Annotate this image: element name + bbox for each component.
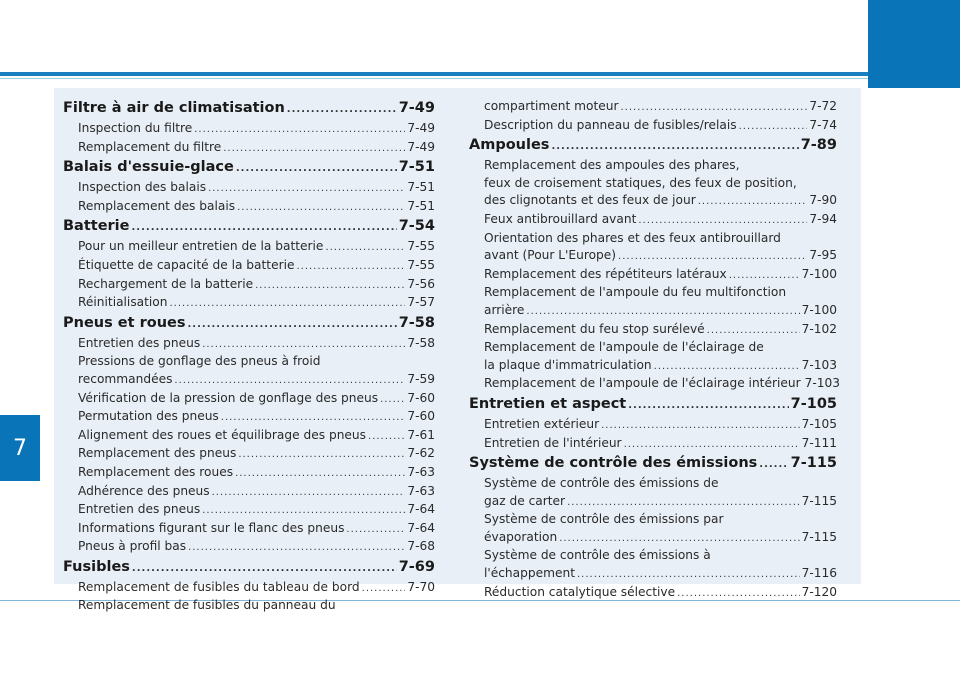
toc-page-number: 7-54 bbox=[398, 218, 435, 235]
toc-page-number: 7-51 bbox=[398, 159, 435, 176]
toc-entry[interactable] bbox=[469, 192, 837, 211]
footer-rule-side bbox=[868, 600, 960, 601]
toc-entry[interactable] bbox=[63, 579, 435, 598]
toc-page-number: 7-72 bbox=[809, 99, 837, 113]
chapter-number: 7 bbox=[13, 435, 27, 461]
toc-page-number: 7-49 bbox=[407, 121, 435, 135]
toc-entry[interactable] bbox=[63, 276, 435, 295]
dot-leader bbox=[296, 258, 405, 276]
toc-entry-label: Remplacement des roues bbox=[78, 464, 234, 479]
dot-leader bbox=[238, 446, 405, 464]
toc-entry-label: Inspection du filtre bbox=[78, 121, 193, 135]
toc-entry-label: Filtre à air de climatisation bbox=[63, 100, 285, 116]
toc-page-number: 7-57 bbox=[407, 295, 435, 310]
toc-page-number: 7-68 bbox=[407, 539, 435, 554]
toc-section-entry[interactable] bbox=[63, 216, 435, 238]
toc-entry[interactable] bbox=[63, 427, 435, 446]
toc-entry-label: l'échappement bbox=[484, 566, 575, 581]
toc-page-number: 7-105 bbox=[790, 395, 837, 412]
dot-leader bbox=[624, 436, 800, 454]
toc-line: Remplacement des ampoules des phares, bbox=[484, 158, 740, 173]
toc-section-entry[interactable] bbox=[63, 98, 435, 120]
toc-entry-label: Entretien de l'intérieur bbox=[484, 435, 622, 450]
corner-tab bbox=[868, 0, 960, 88]
toc-entry-label: Informations figurant sur le flanc des pneus bbox=[78, 520, 345, 535]
toc-entry[interactable] bbox=[469, 247, 837, 266]
dot-leader bbox=[526, 303, 799, 321]
toc-line: Pressions de gonflage des pneus à froid bbox=[78, 354, 321, 369]
toc-page-number: 7-100 bbox=[801, 266, 837, 281]
toc-entry[interactable] bbox=[63, 501, 435, 520]
toc-line: feux de croisement statiques, des feux de position, bbox=[484, 175, 797, 190]
dot-leader bbox=[223, 140, 405, 158]
toc-entry-label: Fusibles bbox=[63, 558, 130, 575]
toc-entry-label: gaz de carter bbox=[484, 493, 566, 508]
toc-entry-label: Permutation des pneus bbox=[78, 409, 219, 424]
toc-page-number: 7-51 bbox=[407, 198, 435, 213]
dot-leader bbox=[577, 566, 800, 584]
toc-page-number: 7-55 bbox=[407, 239, 435, 254]
toc-entry[interactable] bbox=[469, 435, 837, 454]
toc-entry[interactable] bbox=[469, 117, 837, 136]
toc-entry-label: Adhérence des pneus bbox=[78, 483, 210, 498]
toc-page-number: 7-49 bbox=[398, 100, 435, 116]
toc-page-number: 7-116 bbox=[801, 566, 837, 581]
toc-entry[interactable] bbox=[63, 445, 435, 464]
toc-page-number: 7-64 bbox=[407, 502, 435, 517]
toc-section-entry[interactable] bbox=[469, 135, 837, 157]
toc-entry[interactable] bbox=[63, 257, 435, 276]
toc-page-number: 7-63 bbox=[407, 483, 435, 498]
toc-page-number: 7-64 bbox=[407, 520, 435, 535]
dot-leader bbox=[677, 585, 799, 603]
toc-entry-label: Pneus et roues bbox=[63, 314, 186, 331]
dot-leader bbox=[707, 322, 800, 340]
toc-section-entry[interactable] bbox=[469, 394, 837, 416]
toc-entry[interactable] bbox=[63, 335, 435, 354]
toc-entry[interactable] bbox=[469, 266, 837, 285]
toc-line: Remplacement de fusibles du panneau du bbox=[78, 598, 336, 613]
dot-leader bbox=[202, 502, 405, 520]
toc-entry[interactable] bbox=[63, 179, 435, 198]
dot-leader bbox=[132, 218, 397, 238]
toc-entry[interactable] bbox=[469, 565, 837, 584]
header-rule-thin bbox=[0, 78, 868, 79]
dot-leader bbox=[601, 417, 799, 435]
toc-entry[interactable] bbox=[63, 238, 435, 257]
toc-page-number: 7-69 bbox=[398, 558, 435, 575]
toc-entry-label: Remplacement du feu stop surélevé bbox=[484, 321, 705, 336]
toc-entry-label: Remplacement des pneus bbox=[78, 446, 237, 461]
dot-leader bbox=[362, 580, 406, 598]
toc-page-number: 7-55 bbox=[407, 257, 435, 272]
toc-entry-label: Ampoules bbox=[469, 137, 550, 154]
toc-page-number: 7-56 bbox=[407, 276, 435, 291]
toc-section-entry[interactable] bbox=[469, 453, 837, 475]
toc-page-number: 7-94 bbox=[809, 211, 837, 226]
toc-entry[interactable] bbox=[469, 357, 837, 376]
toc-entry[interactable] bbox=[469, 302, 837, 321]
toc-entry[interactable] bbox=[469, 493, 837, 512]
toc-entry-label: Remplacement de l'ampoule de l'éclairage intérieur bbox=[484, 376, 801, 391]
dot-leader bbox=[208, 180, 405, 198]
toc-entry-label: compartiment moteur bbox=[484, 99, 619, 113]
toc-entry-label: Alignement des roues et équilibrage des pneus bbox=[78, 427, 367, 442]
toc-entry-label: Entretien des pneus bbox=[78, 502, 201, 517]
dot-leader bbox=[188, 539, 405, 557]
toc-entry-label: Remplacement des balais bbox=[78, 198, 236, 213]
toc-entry[interactable] bbox=[63, 464, 435, 483]
toc-page-number: 7-111 bbox=[801, 435, 837, 450]
dot-leader bbox=[169, 295, 405, 313]
toc-entry[interactable] bbox=[469, 529, 837, 548]
toc-entry-label: Batterie bbox=[63, 218, 130, 235]
dot-leader bbox=[236, 159, 397, 179]
dot-leader bbox=[325, 239, 405, 257]
toc-entry[interactable] bbox=[63, 198, 435, 217]
toc-page-number: 7-105 bbox=[801, 416, 837, 431]
dot-leader bbox=[346, 521, 405, 539]
dot-leader bbox=[380, 391, 405, 409]
toc-page-number: 7-90 bbox=[809, 193, 837, 208]
dot-leader bbox=[638, 212, 807, 230]
toc-entry-label: avant (Pour L'Europe) bbox=[484, 248, 617, 263]
toc-entry-label: Vérification de la pression de gonflage des pneus bbox=[78, 390, 379, 405]
toc-entry-label: Entretien des pneus bbox=[78, 335, 201, 350]
toc-entry-label: arrière bbox=[484, 302, 525, 317]
toc-entry-label: Réinitialisation bbox=[78, 295, 168, 310]
dot-leader bbox=[287, 100, 397, 120]
toc-page-number: 7-58 bbox=[407, 335, 435, 350]
dot-leader bbox=[551, 137, 798, 157]
toc-page-number: 7-60 bbox=[407, 409, 435, 424]
toc-page-number: 7-74 bbox=[809, 117, 837, 132]
dot-leader bbox=[368, 428, 405, 446]
toc-entry-label: la plaque d'immatriculation bbox=[484, 357, 652, 372]
toc-entry-label: Feux antibrouillard avant bbox=[484, 211, 637, 226]
toc-entry-label: Système de contrôle des émissions bbox=[469, 455, 758, 472]
header-rule bbox=[0, 72, 868, 76]
chapter-tab[interactable] bbox=[0, 415, 40, 481]
dot-leader bbox=[221, 409, 406, 427]
dot-leader bbox=[729, 267, 800, 285]
toc-page-number: 7-115 bbox=[790, 455, 837, 472]
toc-entry[interactable] bbox=[63, 538, 435, 557]
dot-leader bbox=[235, 465, 405, 483]
toc-line: Remplacement de l'ampoule du feu multifonction bbox=[484, 285, 787, 300]
toc-entry-label: Entretien et aspect bbox=[469, 395, 627, 412]
toc-entry[interactable] bbox=[63, 294, 435, 313]
toc-column-left bbox=[63, 98, 435, 615]
dot-leader bbox=[194, 121, 405, 139]
toc-entry[interactable] bbox=[469, 416, 837, 435]
toc-entry-label: Remplacement du filtre bbox=[78, 139, 222, 154]
dot-leader bbox=[202, 336, 405, 354]
toc-entry[interactable] bbox=[63, 520, 435, 539]
toc-page-number: 7-103 bbox=[804, 376, 840, 391]
toc-entry-label: Rechargement de la batterie bbox=[78, 276, 254, 291]
toc-entry[interactable] bbox=[63, 408, 435, 427]
toc-entry[interactable] bbox=[469, 375, 840, 394]
dot-leader bbox=[654, 358, 800, 376]
toc-entry-label: Réduction catalytique sélective bbox=[484, 584, 676, 599]
toc-line: Remplacement de l'ampoule de l'éclairage de bbox=[484, 340, 764, 355]
toc-line: Système de contrôle des émissions par bbox=[484, 512, 724, 527]
toc-line: Orientation des phares et des feux antibrouillard bbox=[484, 230, 781, 245]
dot-leader bbox=[174, 372, 405, 390]
toc-entry[interactable] bbox=[63, 483, 435, 502]
toc-entry[interactable] bbox=[63, 371, 435, 390]
toc-section-entry[interactable] bbox=[63, 557, 435, 579]
toc-page-number: 7-61 bbox=[407, 427, 435, 442]
toc-page-number: 7-62 bbox=[407, 446, 435, 461]
dot-leader bbox=[237, 199, 405, 217]
toc-entry-label: Description du panneau de fusibles/relais bbox=[484, 117, 737, 132]
toc-column-right bbox=[469, 98, 840, 602]
dot-leader bbox=[739, 118, 808, 136]
toc-entry[interactable] bbox=[469, 321, 837, 340]
toc-entry-label: Remplacement de fusibles du tableau de bord bbox=[78, 579, 360, 594]
toc-entry-label: évaporation bbox=[484, 529, 558, 544]
toc-entry-label: Pneus à profil bas bbox=[78, 539, 187, 554]
dot-leader bbox=[567, 494, 800, 512]
toc-page-number: 7-60 bbox=[407, 390, 435, 405]
toc-page-number: 7-89 bbox=[800, 137, 837, 154]
dot-leader bbox=[255, 277, 405, 295]
dot-leader bbox=[759, 455, 788, 475]
toc-entry[interactable] bbox=[469, 211, 837, 230]
toc-entry-label: Balais d'essuie-glace bbox=[63, 159, 234, 176]
toc-page-number: 7-100 bbox=[801, 302, 837, 317]
toc-page-number: 7-51 bbox=[407, 180, 435, 195]
dot-leader bbox=[212, 484, 406, 502]
dot-leader bbox=[188, 315, 397, 335]
toc-entry-label: des clignotants et des feux de jour bbox=[484, 193, 696, 208]
toc-entry-label: Étiquette de capacité de la batterie bbox=[78, 257, 295, 272]
dot-leader bbox=[621, 99, 808, 117]
dot-leader bbox=[559, 530, 799, 548]
toc-entry-label: Remplacement des répétiteurs latéraux bbox=[484, 266, 727, 281]
side-margin bbox=[868, 88, 960, 600]
toc-page-number: 7-120 bbox=[801, 584, 837, 599]
toc-page-number: 7-102 bbox=[801, 321, 837, 336]
toc-section-entry[interactable] bbox=[63, 157, 435, 179]
toc-entry-label: Inspection des balais bbox=[78, 180, 207, 195]
toc-line: Système de contrôle des émissions de bbox=[484, 476, 719, 491]
toc-page-number: 7-103 bbox=[801, 357, 837, 372]
toc-entry-label: Entretien extérieur bbox=[484, 416, 600, 431]
toc-entry[interactable] bbox=[469, 584, 837, 603]
toc-page-number: 7-70 bbox=[407, 579, 435, 594]
toc-entry[interactable] bbox=[63, 390, 435, 409]
dot-leader bbox=[628, 396, 788, 416]
dot-leader bbox=[618, 248, 807, 266]
toc-entry-label: Pour un meilleur entretien de la batterie bbox=[78, 239, 324, 254]
toc-page-number: 7-58 bbox=[398, 314, 435, 331]
toc-entry[interactable] bbox=[63, 139, 435, 158]
toc-entry-label: recommandées bbox=[78, 371, 173, 386]
toc-page-number: 7-115 bbox=[801, 493, 837, 508]
toc-entry[interactable] bbox=[63, 120, 435, 139]
toc-entry[interactable] bbox=[469, 98, 837, 117]
toc-section-entry[interactable] bbox=[63, 313, 435, 335]
toc-page-number: 7-95 bbox=[809, 248, 837, 263]
toc-line: Système de contrôle des émissions à bbox=[484, 548, 711, 563]
toc-page-number: 7-49 bbox=[407, 139, 435, 154]
dot-leader bbox=[698, 193, 808, 211]
toc-page-number: 7-59 bbox=[407, 371, 435, 386]
toc-page-number: 7-63 bbox=[407, 464, 435, 479]
toc-page-number: 7-115 bbox=[801, 529, 837, 544]
dot-leader bbox=[132, 559, 397, 579]
